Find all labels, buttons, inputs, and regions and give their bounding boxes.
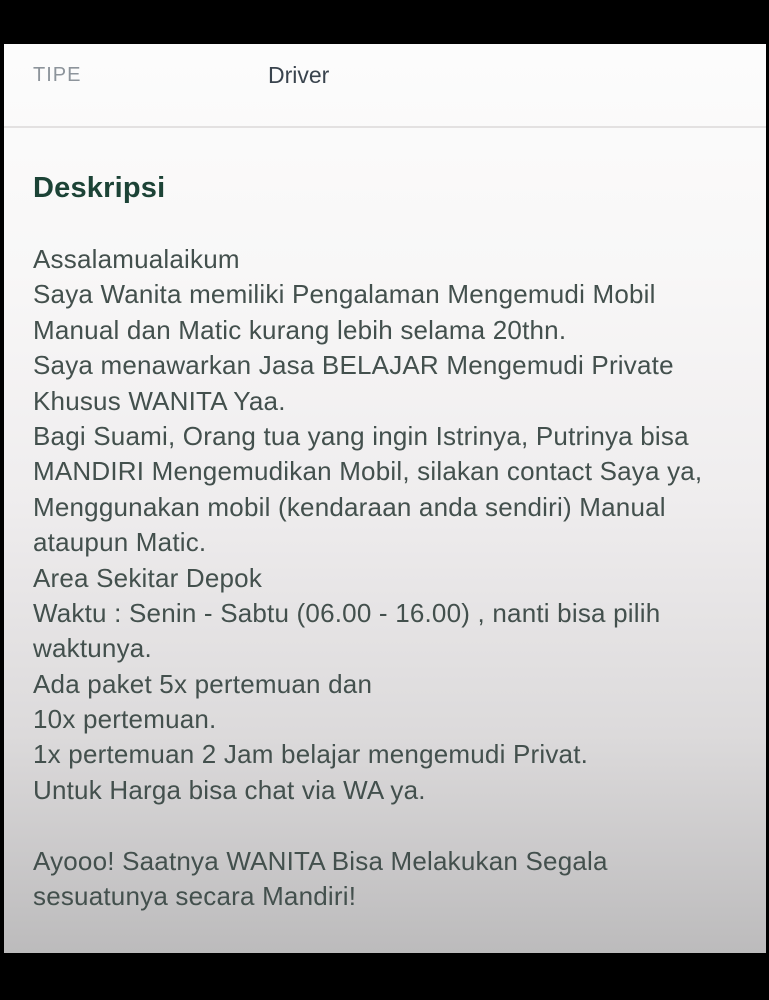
description-line: sesuatunya secara Mandiri!	[33, 881, 357, 912]
description-line: Bagi Suami, Orang tua yang ingin Istrinya, Putrinya bisa	[33, 420, 689, 451]
description-line: Assalamualaikum	[33, 244, 240, 274]
ad-type-label: TIPE	[33, 64, 82, 86]
letterbox-bottom-bar	[0, 953, 769, 1000]
letterbox-top-bar	[0, 0, 769, 44]
ad-description-text	[33, 242, 758, 914]
description-line: 1x pertemuan 2 Jam belajar mengemudi Privat.	[33, 739, 589, 770]
description-line: Khusus WANITA Yaa.	[33, 385, 286, 416]
description-line: Ayooo! Saatnya WANITA Bisa Melakukan Segala	[33, 845, 608, 876]
description-line: MANDIRI Mengemudikan Mobil, silakan contact Saya ya,	[33, 456, 703, 487]
description-section-title: Deskripsi	[33, 172, 166, 204]
description-line: Area Sekitar Depok	[33, 562, 263, 593]
description-line: 10x pertemuan.	[33, 704, 217, 735]
section-divider	[4, 126, 766, 128]
description-line: Saya Wanita memiliki Pengalaman Mengemudi Mobil	[33, 279, 656, 310]
description-line: Manual dan Matic kurang lebih selama 20thn.	[33, 314, 567, 345]
ad-type-value: Driver	[268, 62, 330, 88]
description-line: Ada paket 5x pertemuan dan	[33, 668, 373, 699]
description-line: Saya menawarkan Jasa BELAJAR Mengemudi Private	[33, 350, 674, 381]
description-line: Menggunakan mobil (kendaraan anda sendiri) Manual	[33, 491, 666, 522]
description-line: waktunya.	[33, 633, 152, 664]
description-line: ataupun Matic.	[33, 527, 207, 558]
description-line: Waktu : Senin - Sabtu (06.00 - 16.00) , nanti bisa pilih	[33, 597, 661, 628]
ad-detail-screen	[4, 44, 766, 953]
description-line	[33, 808, 758, 843]
description-line: Untuk Harga bisa chat via WA ya.	[33, 774, 426, 805]
